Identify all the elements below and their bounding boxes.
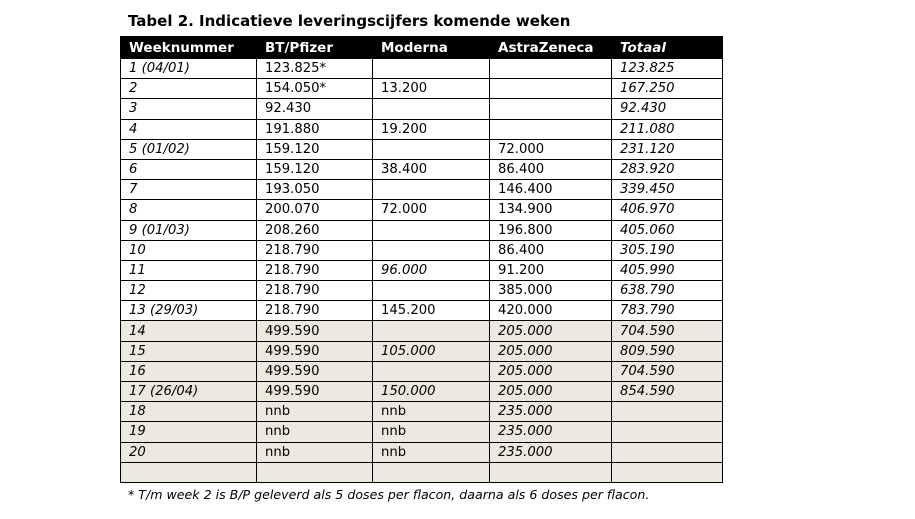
cell-week (121, 462, 257, 482)
cell-week: 9 (01/03) (121, 220, 257, 240)
cell-total: 405.060 (612, 220, 723, 240)
cell-week: 14 (121, 321, 257, 341)
cell-pfizer: 218.790 (257, 240, 373, 260)
cell-astra: 86.400 (490, 240, 612, 260)
cell-astra (490, 462, 612, 482)
cell-moderna (373, 321, 490, 341)
cell-astra: 235.000 (490, 402, 612, 422)
table-row (121, 159, 723, 179)
cell-week: 16 (121, 361, 257, 381)
cell-astra: 235.000 (490, 422, 612, 442)
table-row (121, 139, 723, 159)
header-pfizer: BT/Pfizer (257, 37, 373, 59)
cell-pfizer: 92.430 (257, 99, 373, 119)
cell-pfizer: 208.260 (257, 220, 373, 240)
cell-pfizer: 200.070 (257, 200, 373, 220)
table-row (121, 361, 723, 381)
cell-moderna (373, 220, 490, 240)
cell-astra: 205.000 (490, 321, 612, 341)
cell-astra: 72.000 (490, 139, 612, 159)
table-row (121, 422, 723, 442)
cell-total (612, 442, 723, 462)
header-weeknummer: Weeknummer (121, 37, 257, 59)
cell-total (612, 422, 723, 442)
cell-week: 12 (121, 281, 257, 301)
table-row (121, 462, 723, 482)
footnote: * T/m week 2 is B/P geleverd als 5 doses per flacon, daarna als 6 doses per flacon. (128, 487, 650, 502)
cell-astra: 235.000 (490, 442, 612, 462)
cell-total: 406.970 (612, 200, 723, 220)
header-astrazeneca: AstraZeneca (490, 37, 612, 59)
cell-total: 704.590 (612, 321, 723, 341)
cell-moderna: 13.200 (373, 79, 490, 99)
cell-astra: 420.000 (490, 301, 612, 321)
cell-pfizer: nnb (257, 442, 373, 462)
cell-total: 783.790 (612, 301, 723, 321)
table-row (121, 180, 723, 200)
cell-total: 704.590 (612, 361, 723, 381)
table-row (121, 260, 723, 280)
cell-pfizer: 499.590 (257, 382, 373, 402)
cell-week: 8 (121, 200, 257, 220)
cell-astra: 86.400 (490, 159, 612, 179)
table-row (121, 200, 723, 220)
table-row (121, 99, 723, 119)
cell-pfizer: 218.790 (257, 260, 373, 280)
cell-astra: 385.000 (490, 281, 612, 301)
table-row (121, 119, 723, 139)
cell-astra: 146.400 (490, 180, 612, 200)
cell-astra (490, 99, 612, 119)
table-row (121, 442, 723, 462)
cell-total: 211.080 (612, 119, 723, 139)
cell-moderna (373, 281, 490, 301)
cell-astra: 196.800 (490, 220, 612, 240)
cell-pfizer: 218.790 (257, 281, 373, 301)
cell-total: 405.990 (612, 260, 723, 280)
cell-pfizer: 499.590 (257, 341, 373, 361)
table-row (121, 301, 723, 321)
cell-pfizer: 154.050* (257, 79, 373, 99)
cell-astra (490, 119, 612, 139)
cell-astra: 205.000 (490, 341, 612, 361)
cell-moderna (373, 180, 490, 200)
cell-moderna (373, 361, 490, 381)
cell-week: 13 (29/03) (121, 301, 257, 321)
cell-total: 854.590 (612, 382, 723, 402)
cell-week: 3 (121, 99, 257, 119)
cell-moderna (373, 139, 490, 159)
cell-moderna (373, 59, 490, 79)
cell-total: 283.920 (612, 159, 723, 179)
cell-pfizer: 123.825* (257, 59, 373, 79)
table-row (121, 402, 723, 422)
cell-total (612, 462, 723, 482)
cell-moderna: 72.000 (373, 200, 490, 220)
table-row (121, 382, 723, 402)
cell-astra: 205.000 (490, 361, 612, 381)
cell-moderna (373, 99, 490, 119)
cell-week: 2 (121, 79, 257, 99)
cell-total: 92.430 (612, 99, 723, 119)
table-row (121, 321, 723, 341)
cell-moderna (373, 462, 490, 482)
cell-astra: 205.000 (490, 382, 612, 402)
cell-pfizer: 191.880 (257, 119, 373, 139)
cell-total (612, 402, 723, 422)
cell-week: 18 (121, 402, 257, 422)
cell-week: 17 (26/04) (121, 382, 257, 402)
cell-total: 809.590 (612, 341, 723, 361)
table-row (121, 281, 723, 301)
header-totaal: Totaal (612, 37, 723, 59)
table-title: Tabel 2. Indicatieve leveringscijfers komende weken (128, 12, 571, 30)
cell-week: 15 (121, 341, 257, 361)
cell-pfizer: 193.050 (257, 180, 373, 200)
cell-pfizer: nnb (257, 402, 373, 422)
cell-astra (490, 79, 612, 99)
cell-week: 20 (121, 442, 257, 462)
cell-total: 638.790 (612, 281, 723, 301)
cell-pfizer: nnb (257, 422, 373, 442)
cell-total: 231.120 (612, 139, 723, 159)
cell-week: 1 (04/01) (121, 59, 257, 79)
table-row (121, 220, 723, 240)
cell-pfizer: 159.120 (257, 139, 373, 159)
table-row (121, 59, 723, 79)
cell-astra: 91.200 (490, 260, 612, 280)
cell-week: 11 (121, 260, 257, 280)
cell-week: 19 (121, 422, 257, 442)
cell-moderna (373, 240, 490, 260)
cell-week: 5 (01/02) (121, 139, 257, 159)
cell-pfizer: 159.120 (257, 159, 373, 179)
cell-total: 167.250 (612, 79, 723, 99)
cell-moderna: nnb (373, 422, 490, 442)
table-header-row (121, 37, 723, 59)
cell-total: 123.825 (612, 59, 723, 79)
cell-pfizer: 218.790 (257, 301, 373, 321)
cell-pfizer (257, 462, 373, 482)
cell-pfizer: 499.590 (257, 361, 373, 381)
cell-moderna: nnb (373, 402, 490, 422)
delivery-table (120, 36, 723, 483)
cell-moderna: 96.000 (373, 260, 490, 280)
cell-total: 339.450 (612, 180, 723, 200)
cell-total: 305.190 (612, 240, 723, 260)
cell-week: 7 (121, 180, 257, 200)
cell-moderna: nnb (373, 442, 490, 462)
cell-moderna: 38.400 (373, 159, 490, 179)
cell-astra: 134.900 (490, 200, 612, 220)
header-moderna: Moderna (373, 37, 490, 59)
cell-pfizer: 499.590 (257, 321, 373, 341)
cell-moderna: 105.000 (373, 341, 490, 361)
table-row (121, 79, 723, 99)
cell-moderna: 150.000 (373, 382, 490, 402)
table-row (121, 341, 723, 361)
cell-week: 6 (121, 159, 257, 179)
cell-astra (490, 59, 612, 79)
cell-week: 10 (121, 240, 257, 260)
cell-week: 4 (121, 119, 257, 139)
table-row (121, 240, 723, 260)
cell-moderna: 19.200 (373, 119, 490, 139)
cell-moderna: 145.200 (373, 301, 490, 321)
